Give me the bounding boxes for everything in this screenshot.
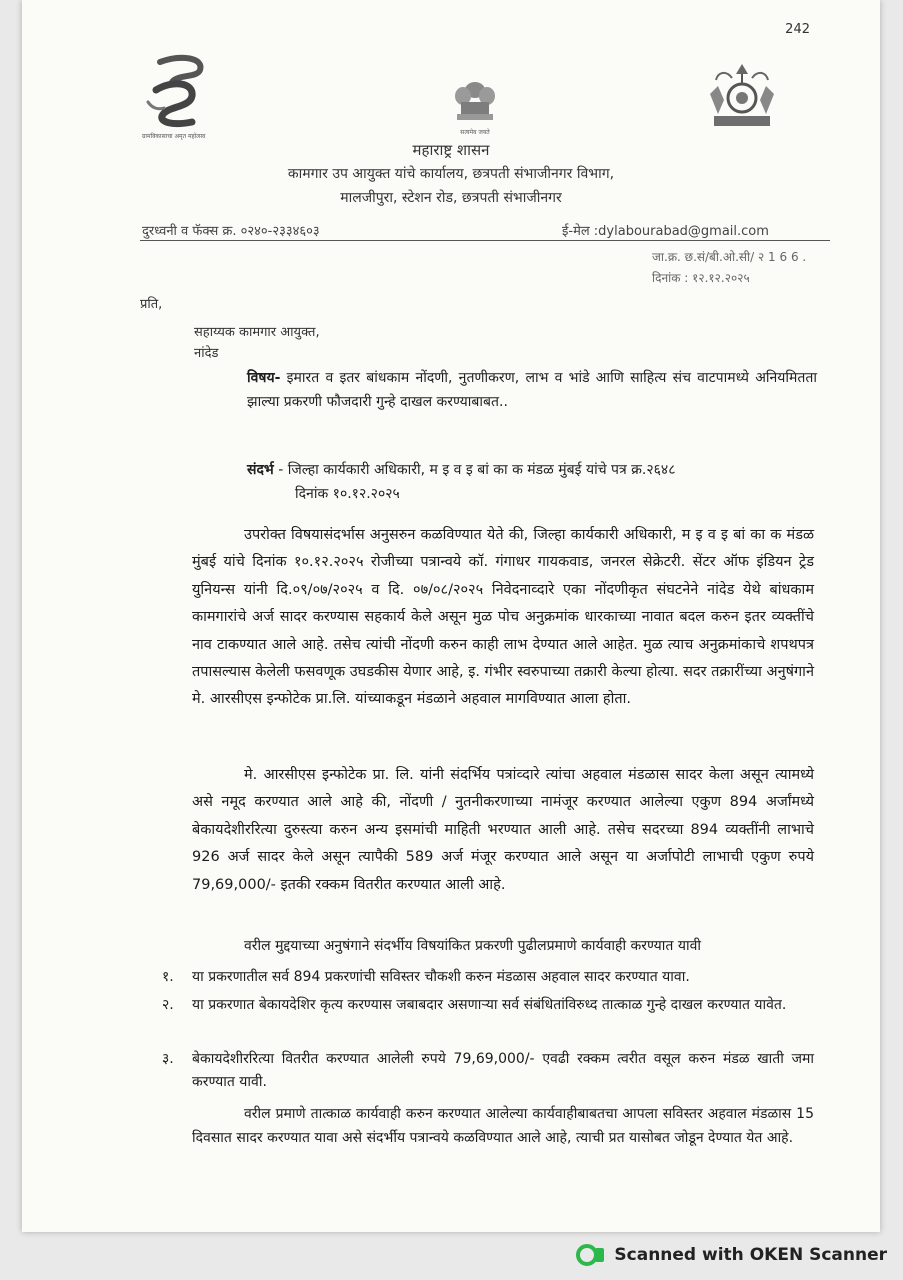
paragraph-2-text: मे. आरसीएस इन्फोटेक प्रा. लि. यांनी संदर्भिय पत्रांव्दारे त्यांचा अहवाल मंडळास सादर केला असून त्यामध्ये असे नमूद करण्यात आले आहे की, नोंदणी / नुतनीकरणाच्या नामंजूर करण्यात आलेल्या एकुण 894 अर्जांमध्ये बेकायदेशीररित्या दुरुस्त्या करुन अन्य इसमांची माहिती भरण्यात आली आहे. तसेच सदरच्या 894 व्यक्तींनी लाभाचे 926 अर्ज सादर केले असून त्यापैकी 589 अर्ज मंजूर करण्यात आले असून या अर्जापोटी लाभाची एकुण रुपये 79,69,000/- इतकी रक्कम वितरीत करण्यात आली आहे.	[192, 767, 814, 893]
page-number: 242	[785, 22, 810, 37]
paragraph-1-text: उपरोक्त विषयासंदर्भास अनुसरुन कळविण्यात येते की, जिल्हा कार्यकारी अधिकारी, म इ व इ बां का क मंडळ मुंबई यांचे दिनांक १०.१२.२०२५ रोजीच्या पत्रान्वये कॉ. गंगाधर गायकवाड, जनरल सेक्रेटरी. सेंटर ऑफ इंडियन ट्रेड युनियन्स यांनी दि.०९/०७/२०२५ व दि. ०७/०८/२०२५ निवेदनाव्दारे एका नोंदणीकृत संघटनेने नांदेड येथे बांधकाम कामगारांचे अर्ज सादर करण्यास सहकार्य केले असून मुळ पोच अनुक्रमांक धारकाच्या नावात बदल करुन इतर व्यक्तींचे नाव टाकण्यात आले आहे. तसेच त्यांची नोंदणी करुन काही लाभ देण्यात आले आहेत. मुळ त्याच अनुक्रमांकाचे शपथपत्र तपासल्यास केलेली फसवणूक उघडकीस येणार आहे, इ. गंभीर स्वरुपाच्या तक्रारी केल्या होत्या. सदर तक्रारींच्या अनुषंगाने मे. आरसीएस इन्फोटेक प्रा.लि. यांच्याकडून मंडळाने अहवाल मागविण्यात आला होता.	[192, 527, 814, 708]
action-text: बेकायदेशीररित्या वितरीत करण्यात आलेली रुपये 79,69,000/- एवढी रक्कम त्वरीत वसूल करुन मंडळ खाती जमा करण्यात यावी.	[192, 1051, 814, 1090]
action-text: या प्रकरणात बेकायदेशिर कृत्य करण्यास जबाबदार असणाऱ्या सर्व संबंधितांविरुध्द तात्काळ गुन्हे दाखल करण्यात यावेत.	[192, 997, 787, 1013]
paragraph-3	[192, 936, 814, 955]
reference-text: - जिल्हा कार्यकारी अधिकारी, म इ व इ बां का क मंडळ मुंबई यांचे पत्र क्र.२६४८	[278, 462, 676, 478]
maharashtra-seal-icon	[702, 60, 782, 132]
recipient-designation: सहाय्यक कामगार आयुक्त,	[194, 325, 320, 340]
action-number: १.	[162, 969, 174, 985]
emblem-caption: सत्यमेव जयते	[460, 129, 490, 136]
scanner-watermark	[576, 1244, 887, 1266]
national-emblem	[447, 80, 503, 136]
action-text: या प्रकरणातील सर्व 894 प्रकरणांची सविस्तर चौकशी करुन मंडळास अहवाल सादर करण्यात यावा.	[192, 969, 690, 985]
reference-date: दिनांक १०.१२.२०२५	[295, 486, 400, 502]
phone-fax: दुरध्वनी व फॅक्स क्र. ०२४०-२३३४६०३	[142, 224, 320, 239]
office-address: मालजीपुरा, स्टेशन रोड, छत्रपती संभाजीनगर	[340, 190, 562, 206]
oken-scanner-icon	[576, 1244, 606, 1266]
government-name: महाराष्ट्र शासन	[412, 141, 490, 159]
paragraph-1	[192, 522, 814, 714]
paragraph-3-text: वरील मुद्दयाच्या अनुषंगाने संदर्भीय विषयांकित प्रकरणी पुढीलप्रमाणे कार्यवाही करण्यात यावी	[244, 938, 701, 954]
reference-block	[247, 458, 817, 506]
paragraph-4-text: वरील प्रमाणे तात्काळ कार्यवाही करुन करण्यात आलेल्या कार्यवाहीबाबतचा आपला सविस्तर अहवाल मंडळास 15 दिवसात सादर करण्यात यावा असे संदर्भीय पत्रान्वये कळविण्यात आले आहे, त्याची प्रत यासोबत जोडून देण्यात येत आहे.	[192, 1106, 814, 1146]
subject-text: इमारत व इतर बांधकाम नोंदणी, नुतणीकरण, लाभ व भांडे आणि साहित्य संच वाटपामध्ये अनियमितता झाल्या प्रकरणी फौजदारी गुन्हे दाखल करण्याबाबत..	[247, 370, 817, 410]
reference-label: संदर्भ	[247, 462, 274, 478]
office-name: कामगार उप आयुक्त यांचे कार्यालय, छत्रपती संभाजीनगर विभाग,	[287, 166, 615, 182]
header-divider	[140, 240, 830, 241]
paragraph-4	[192, 1102, 814, 1150]
action-number: २.	[162, 997, 174, 1013]
amrit-mahotsav-logo-icon	[142, 52, 212, 130]
logo-caption: ग्रामविकासाचा अमृत महोत्सव	[142, 133, 206, 140]
recipient-place: नांदेड	[194, 346, 219, 361]
recipient-prefix: प्रति,	[140, 297, 163, 312]
scanner-label: Scanned with OKEN Scanner	[614, 1245, 887, 1265]
email-address: ई-मेल :dylabourabad@gmail.com	[562, 224, 769, 239]
subject-label: विषय-	[247, 370, 281, 386]
department-seal	[702, 60, 782, 136]
letter-page	[22, 0, 880, 1232]
letter-date: दिनांक : १२.१२.२०२५	[652, 271, 750, 285]
subject-block	[247, 366, 817, 414]
ashoka-emblem-icon	[447, 80, 503, 124]
action-number: ३.	[162, 1051, 174, 1067]
outward-number: जा.क्र. छ.सं/बी.ओ.सी/ २ 1 6 6 .	[652, 250, 807, 264]
amrit-mahotsav-logo	[142, 52, 242, 140]
paragraph-2	[192, 762, 814, 899]
